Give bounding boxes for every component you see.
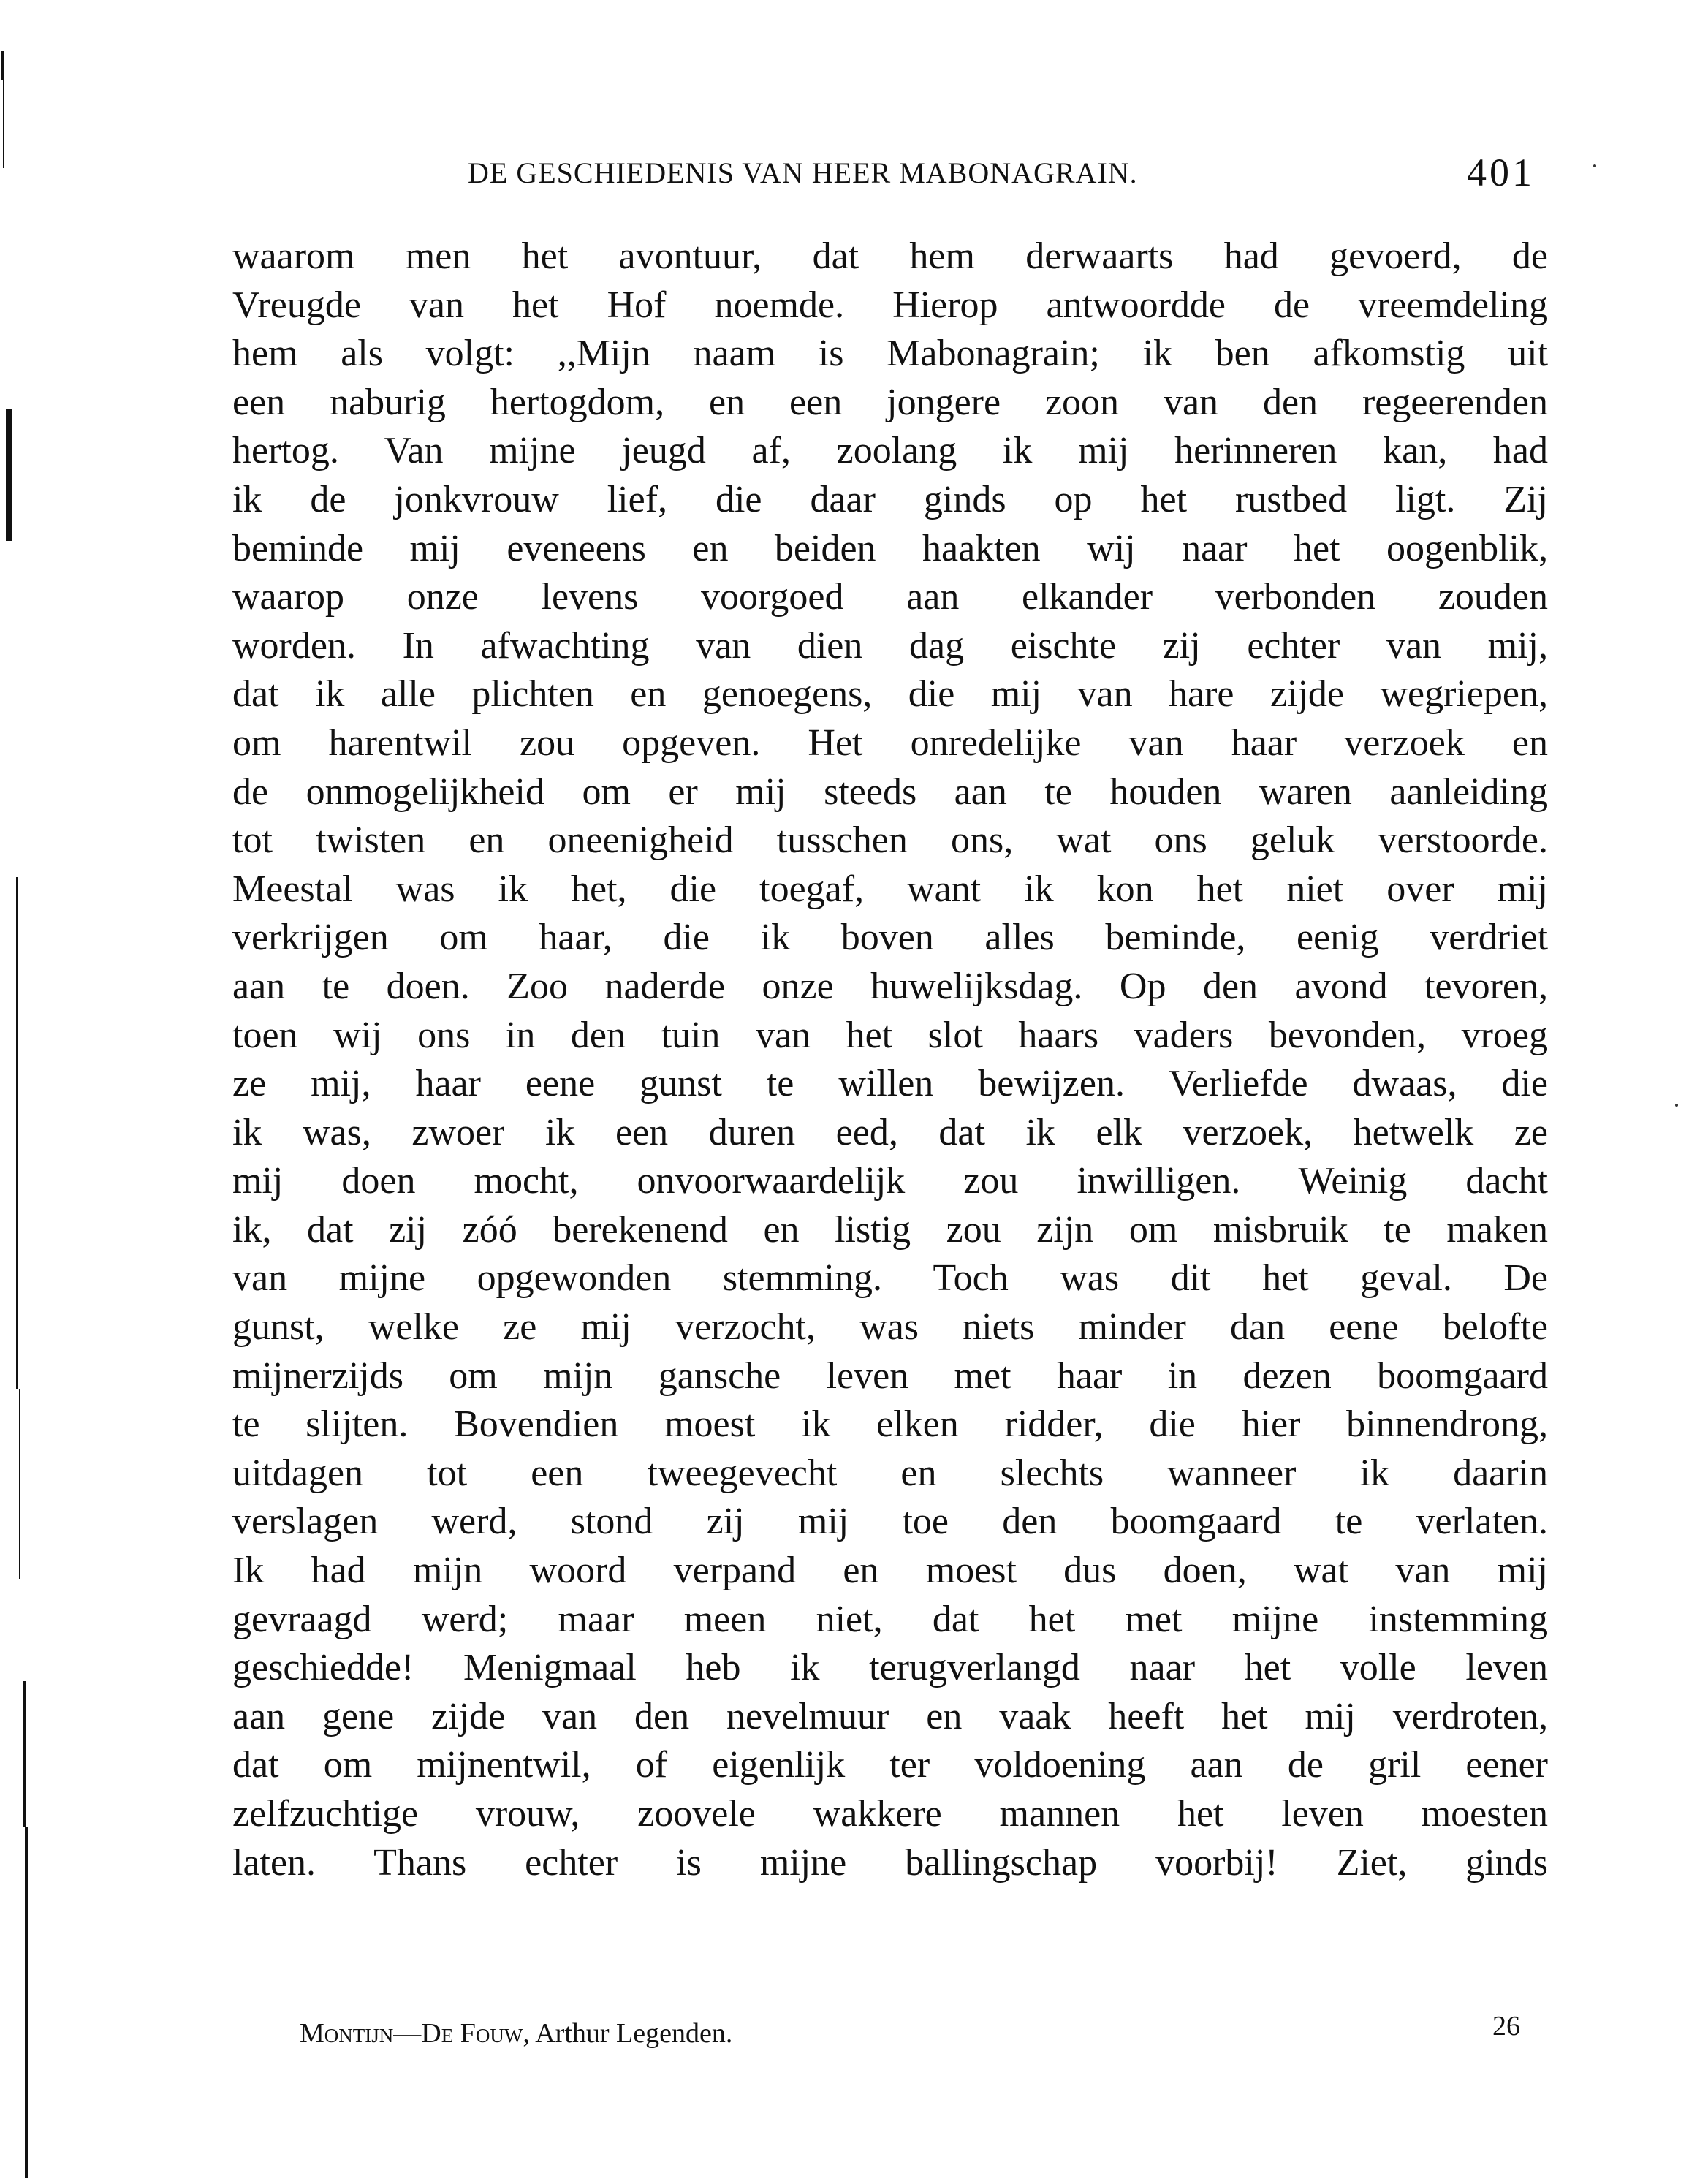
binding-edge-shadow bbox=[0, 0, 29, 2184]
text-line: waarop onze levens voorgoed aan elkander verbonden zouden bbox=[232, 576, 1548, 618]
text-line: zelfzuchtige vrouw, zoovele wakkere mannen het leven moesten bbox=[232, 1793, 1548, 1835]
book-signature bbox=[300, 2017, 732, 2050]
text-line: ik was, zwoer ik een duren eed, dat ik elk verzoek, hetwelk ze bbox=[232, 1111, 1548, 1153]
text-line: dat om mijnentwil, of eigenlijk ter voldoening aan de gril eener bbox=[232, 1744, 1548, 1786]
text-line: ze mij, haar eene gunst te willen bewijzen. Verliefde dwaas, die bbox=[232, 1063, 1548, 1105]
body-text bbox=[232, 232, 1548, 1887]
sheet-number: 26 bbox=[1492, 2011, 1520, 2041]
text-line: Meestal was ik het, die toegaf, want ik kon het niet over mij bbox=[232, 868, 1548, 910]
text-line: waarom men het avontuur, dat hem derwaarts had gevoerd, de bbox=[232, 235, 1548, 277]
text-line: dat ik alle plichten en genoegens, die mij van hare zijde wegriepen, bbox=[232, 673, 1548, 716]
text-line: gunst, welke ze mij verzocht, was niets minder dan eene belofte bbox=[232, 1306, 1548, 1349]
text-line: mijnerzijds om mijn gansche leven met haar in dezen boomgaard bbox=[232, 1354, 1548, 1397]
running-title: DE GESCHIEDENIS VAN HEER MABONAGRAIN. bbox=[468, 156, 1138, 189]
text-line: aan te doen. Zoo naderde onze huwelijksdag. Op den avond tevoren, bbox=[232, 965, 1548, 1007]
text-line: te slijten. Bovendien moest ik elken ridder, die hier binnendrong, bbox=[232, 1403, 1548, 1446]
text-line: om harentwil zou opgeven. Het onredelijke van haar verzoek en bbox=[232, 721, 1548, 764]
text-line: beminde mij eveneens en beiden haakten wij naar het oogenblik, bbox=[232, 527, 1548, 569]
speck bbox=[1593, 164, 1596, 167]
speck bbox=[1675, 1104, 1678, 1107]
text-line: tot twisten en oneenigheid tusschen ons, wat ons geluk verstoorde. bbox=[232, 819, 1548, 862]
text-line: hertog. Van mijne jeugd af, zoolang ik mij herinneren kan, had bbox=[232, 430, 1548, 472]
text-line: de onmogelijkheid om er mij steeds aan te houden waren aanleiding bbox=[232, 770, 1548, 813]
running-head bbox=[468, 150, 1549, 194]
page-number: 401 bbox=[1467, 151, 1535, 194]
text-line: aan gene zijde van den nevelmuur en vaak heeft het mij verdroten, bbox=[232, 1695, 1548, 1737]
text-line: Ik had mijn woord verpand en moest dus doen, wat van mij bbox=[232, 1550, 1548, 1592]
book-title: Arthur Legenden. bbox=[529, 2018, 733, 2049]
text-line: gevraagd werd; maar meen niet, dat het met mijne instemming bbox=[232, 1598, 1548, 1640]
text-line: worden. In afwachting van dien dag eischte zij echter van mij, bbox=[232, 624, 1548, 667]
text-line: mij doen mocht, onvoorwaardelijk zou inwilligen. Weinig dacht bbox=[232, 1160, 1548, 1202]
text-line: geschiedde! Menigmaal heb ik terugverlangd naar het volle leven bbox=[232, 1647, 1548, 1689]
text-line: een naburig hertogdom, en een jongere zoon van den regeerenden bbox=[232, 381, 1548, 423]
text-line: toen wij ons in den tuin van het slot haars vaders bevonden, vroeg bbox=[232, 1014, 1548, 1056]
author-names: Montijn—De Fouw, bbox=[300, 2018, 530, 2049]
text-line: ik de jonkvrouw lief, die daar ginds op het rustbed ligt. Zij bbox=[232, 478, 1548, 520]
text-line: ik, dat zij zóó berekenend en listig zou zijn om misbruik te maken bbox=[232, 1208, 1548, 1251]
footer-signature-line bbox=[300, 2010, 1527, 2054]
text-line: uitdagen tot een tweegevecht en slechts wanneer ik daarin bbox=[232, 1452, 1548, 1494]
text-line: laten. Thans echter is mijne ballingschap voorbij! Ziet, ginds bbox=[232, 1841, 1548, 1884]
text-line: van mijne opgewonden stemming. Toch was dit het geval. De bbox=[232, 1257, 1548, 1300]
text-line: Vreugde van het Hof noemde. Hierop antwoordde de vreemdeling bbox=[232, 284, 1548, 326]
text-line: verkrijgen om haar, die ik boven alles beminde, eenig verdriet bbox=[232, 917, 1548, 959]
text-line: hem als volgt: ,,Mijn naam is Mabonagrain; ik ben afkomstig uit bbox=[232, 333, 1548, 375]
text-line: verslagen werd, stond zij mij toe den boomgaard te verlaten. bbox=[232, 1501, 1548, 1543]
